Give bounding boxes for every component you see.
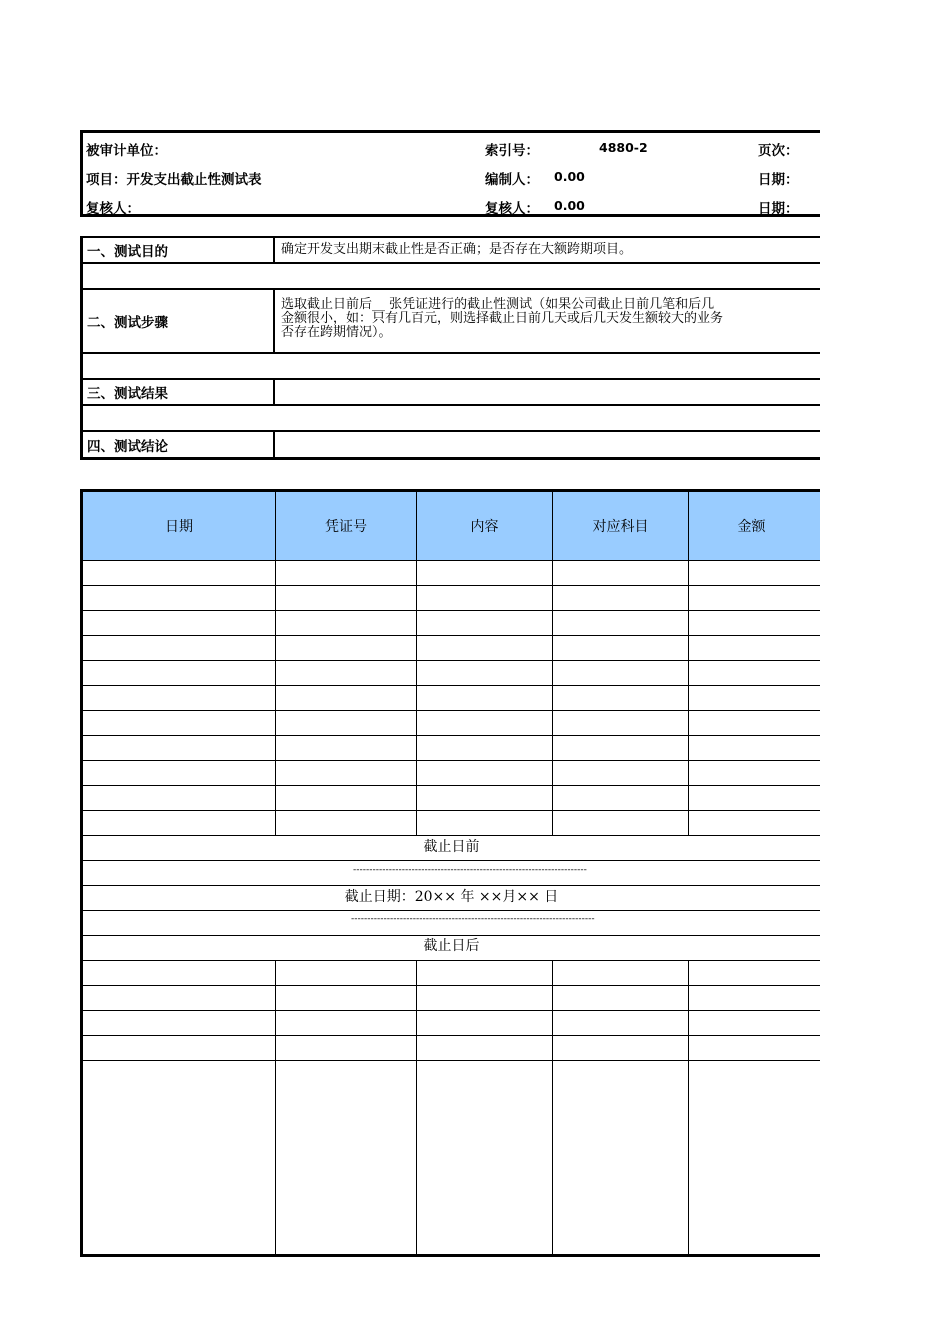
table-header bbox=[83, 492, 820, 561]
header-col-divider bbox=[416, 492, 417, 560]
table-row-divider bbox=[83, 685, 820, 686]
blank-row-1 bbox=[80, 264, 820, 290]
cutoff-date-label: 截止日期：20×× 年 ××月×× 日 bbox=[344, 889, 559, 905]
steps-text-line-3: 否存在跨期情况）。 bbox=[281, 325, 392, 340]
table-row-divider bbox=[83, 985, 820, 986]
conclusion-label: 四、测试结论 bbox=[83, 432, 275, 457]
table-col-divider bbox=[552, 960, 553, 1257]
reviewer-value: 0.00 bbox=[554, 198, 585, 213]
table-col-divider bbox=[688, 960, 689, 1257]
steps-row bbox=[80, 290, 820, 354]
col-header-voucher: 凭证号 bbox=[325, 519, 367, 535]
table-row-divider bbox=[83, 635, 820, 636]
steps-text-line-1: 选取截止日前后__ 张凭证进行的截止性测试（如果公司截止日前几笔和后几 bbox=[281, 297, 715, 312]
reviewer-left-label: 复核人： bbox=[86, 201, 140, 217]
table-row-divider bbox=[83, 1060, 820, 1061]
result-label: 三、测试结果 bbox=[83, 380, 275, 404]
purpose-text: 确定开发支出期末截止性是否正确；是否存在大额跨期项目。 bbox=[281, 242, 633, 257]
index-label: 索引号： bbox=[485, 143, 539, 159]
audited-unit-label: 被审计单位： bbox=[86, 143, 167, 159]
steps-label: 二、测试步骤 bbox=[83, 290, 275, 352]
date-label-2: 日期： bbox=[758, 201, 799, 217]
table-col-divider bbox=[416, 560, 417, 835]
index-value: 4880-2 bbox=[599, 140, 648, 155]
table-row-divider bbox=[83, 960, 820, 961]
before-cutoff-label: 截止日前 bbox=[423, 839, 480, 855]
project-title: 项目：开发支出截止性测试表 bbox=[86, 172, 262, 188]
table-row-divider bbox=[83, 660, 820, 661]
table-row-divider bbox=[83, 785, 820, 786]
steps-text bbox=[281, 298, 820, 340]
date-label-1: 日期： bbox=[758, 172, 799, 188]
table-row-divider bbox=[83, 1035, 820, 1036]
header-col-divider bbox=[275, 492, 276, 560]
col-header-amount: 金额 bbox=[737, 519, 766, 535]
col-header-date: 日期 bbox=[165, 519, 193, 535]
col-header-content: 内容 bbox=[470, 519, 499, 535]
table-col-divider bbox=[275, 560, 276, 835]
blank-row-2 bbox=[80, 354, 820, 380]
table-row-divider bbox=[83, 860, 820, 861]
col-header-account: 对应科目 bbox=[592, 519, 649, 535]
conclusion-row bbox=[80, 432, 820, 460]
table-row-divider bbox=[83, 735, 820, 736]
purpose-row bbox=[80, 238, 820, 264]
table-row-divider bbox=[83, 760, 820, 761]
dash-line-2: --------------------------------------------------------------------------- bbox=[351, 914, 595, 924]
header-box bbox=[80, 130, 820, 217]
table-row-divider bbox=[83, 1010, 820, 1011]
table-col-divider bbox=[416, 960, 417, 1257]
cutoff-table bbox=[80, 489, 820, 1257]
table-col-divider bbox=[688, 560, 689, 835]
table-row-divider bbox=[83, 710, 820, 711]
table-col-divider bbox=[275, 960, 276, 1257]
preparer-label: 编制人： bbox=[485, 172, 539, 188]
purpose-label: 一、测试目的 bbox=[83, 238, 275, 262]
table-col-divider bbox=[552, 560, 553, 835]
reviewer-label: 复核人： bbox=[485, 201, 539, 217]
header-col-divider bbox=[552, 492, 553, 560]
table-row-divider bbox=[83, 585, 820, 586]
dash-line-1: ------------------------------------------------------------------------ bbox=[353, 865, 587, 875]
preparer-value: 0.00 bbox=[554, 169, 585, 184]
blank-row-3 bbox=[80, 406, 820, 432]
page-label: 页次： bbox=[758, 143, 799, 159]
after-cutoff-label: 截止日后 bbox=[423, 938, 480, 954]
steps-text-line-2: 金额很小，如：只有几百元，则选择截止日前几天或后几天发生额较大的业务 bbox=[281, 311, 724, 326]
header-col-divider bbox=[688, 492, 689, 560]
table-row-divider bbox=[83, 810, 820, 811]
result-row bbox=[80, 380, 820, 406]
table-row-divider bbox=[83, 610, 820, 611]
table-row-divider bbox=[83, 910, 820, 911]
